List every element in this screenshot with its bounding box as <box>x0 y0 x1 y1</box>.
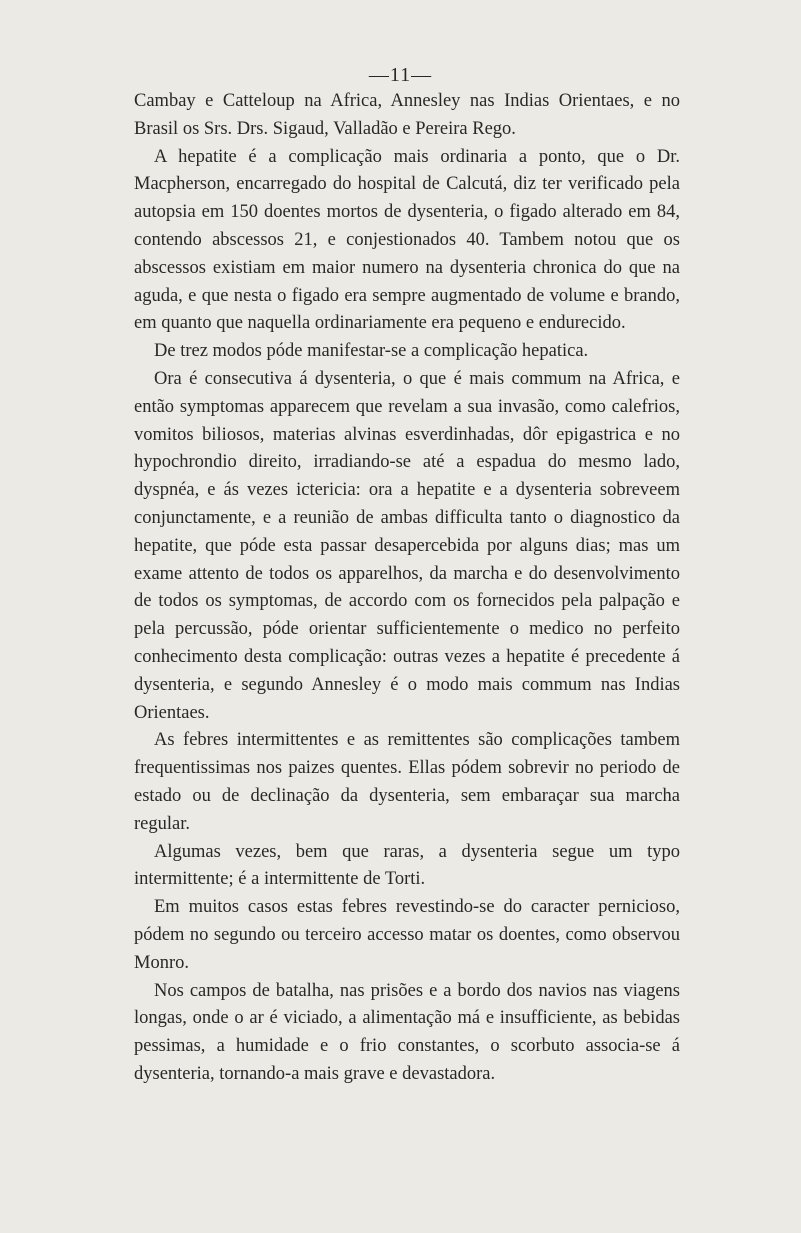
paragraph: As febres intermittentes e as remittentes são complicações tambem frequentissimas nos paizes quentes. Ellas pódem sobrevir no periodo de estado ou de declinação da dysenteria, sem embaraçar sua marcha regular. <box>134 730 680 834</box>
page-number: —11— <box>368 64 433 86</box>
body-text <box>134 88 680 1089</box>
paragraph: Em muitos casos estas febres revestindo-se do caracter pernicioso, pódem no segundo ou terceiro accesso matar os doentes, como observou Monro. <box>134 897 680 973</box>
paragraph: Cambay e Catteloup na Africa, Annesley nas Indias Orientaes, e no Brasil os Srs. Drs. Sigaud, Valladão e Pereira Rego. <box>134 91 680 139</box>
paragraph: Ora é consecutiva á dysenteria, o que é mais commum na Africa, e então symptomas apparecem que revelam a sua invasão, como calefrios, vomitos biliosos, materias alvinas esverdinhadas, dôr epigastrica e no hypochrondio direito, irradiando-se até a espadua do mesmo lado, dyspnéa, e ás vezes ictericia: ora a hepatite e a dysenteria sobreveem conjunctamente, e a reunião de ambas difficulta tanto o diagnostico da hepatite, que póde esta passar desapercebida por alguns dias; mas um exame attento de todos os apparelhos, da marcha e do desenvolvimento de todos os symptomas, de accordo com os fornecidos pela palpação e pela percussão, póde orientar sufficientemente o medico no perfeito conhecimento desta complicação: outras vezes a hepatite é precedente á dysenteria, e segundo Annesley é o modo mais commum nas Indias Orientaes. <box>134 368 680 723</box>
paragraph: Nos campos de batalha, nas prisões e a bordo dos navios nas viagens longas, onde o ar é viciado, a alimentação má e insufficiente, as bebidas pessimas, a humidade e o frio constantes, o scorbuto associa-se á dysenteria, tornando-a mais grave e devastadora. <box>134 980 680 1084</box>
paragraph: Algumas vezes, bem que raras, a dysenteria segue um typo intermittente; é a intermittente de Torti. <box>134 841 680 890</box>
paragraph: De trez modos póde manifestar-se a complicação hepatica. <box>154 341 589 362</box>
paragraph: A hepatite é a complicação mais ordinaria a ponto, que o Dr. Macpherson, encarregado do hospital de Calcutá, diz ter verificado pela autopsia em 150 doentes mortos de dysenteria, o figado alterado em 84, contendo abscessos 21, e conjestionados 40. Tambem notou que os abscessos existiam em maior numero na dysenteria chronica do que na aguda, e que nesta o figado era sempre augmentado de volume e brando, em quanto que naquella ordinariamente era pequeno e endurecido. <box>134 146 680 334</box>
